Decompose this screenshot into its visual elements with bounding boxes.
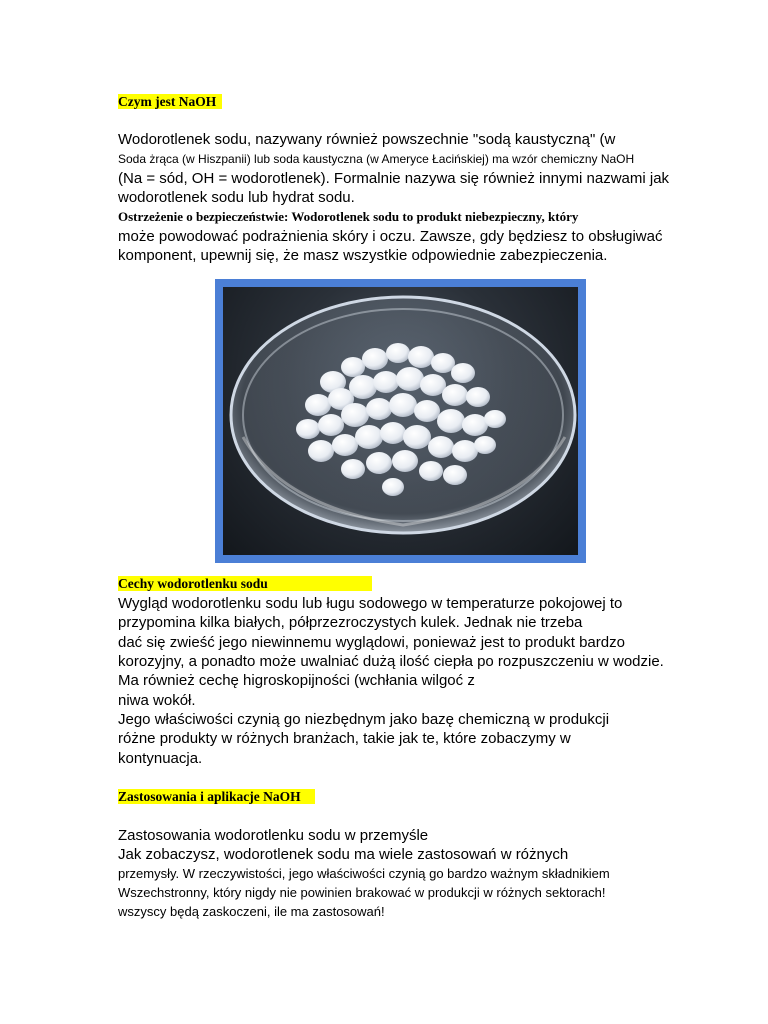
paragraph-line: przypomina kilka białych, półprzezroczystych kulek. Jednak nie trzeba <box>118 614 583 631</box>
paragraph-line: korozyjny, a ponadto może uwalniać dużą ilość ciepła po rozpuszczeniu w wodzie. <box>118 653 664 670</box>
section-heading-naoh <box>118 94 222 110</box>
naoh-pellets-photo <box>215 279 586 563</box>
photo-content <box>223 287 578 555</box>
heading-highlight: Cechy wodorotlenku sodu <box>118 576 372 591</box>
paragraph-line: Zastosowania wodorotlenku sodu w przemyśle <box>118 827 429 844</box>
paragraph-line: dać się zwieść jego niewinnemu wyglądowi, ponieważ jest to produkt bardzo <box>118 634 625 651</box>
paragraph-line: Wszechstronny, który nigdy nie powinien brakować w produkcji w różnych sektorach! <box>118 885 606 900</box>
paragraph-line: Jego właściwości czynią go niezbędnym jako bazę chemiczną w produkcji <box>118 711 610 728</box>
heading-highlight: Zastosowania i aplikacje NaOH <box>118 789 315 804</box>
section-heading-features <box>118 576 372 592</box>
paragraph-line: Soda żrąca (w Hiszpanii) lub soda kaustyczna (w Ameryce Łacińskiej) ma wzór chemiczny NaOH <box>118 152 635 166</box>
section-heading-applications <box>118 789 315 805</box>
paragraph-line: komponent, upewnij się, że masz wszystkie odpowiednie zabezpieczenia. <box>118 247 608 264</box>
paragraph-line: różne produkty w różnych branżach, takie jak te, które zobaczymy w <box>118 730 571 747</box>
paragraph-line: wszyscy będą zaskoczeni, ile ma zastosowań! <box>118 904 385 919</box>
paragraph-line: wodorotlenek sodu lub hydrat sodu. <box>118 189 355 206</box>
paragraph-line: niwa wokół. <box>118 692 196 709</box>
paragraph-line: przemysły. W rzeczywistości, jego właściwości czynią go bardzo ważnym składnikiem <box>118 866 610 881</box>
paragraph-line: Wodorotlenek sodu, nazywany również powszechnie "sodą kaustyczną" (w <box>118 131 616 148</box>
paragraph-line: Jak zobaczysz, wodorotlenek sodu ma wiele zastosowań w różnych <box>118 846 569 863</box>
paragraph-line: kontynuacja. <box>118 750 203 767</box>
paragraph-line: może powodować podrażnienia skóry i oczu. Zawsze, gdy będziesz to obsługiwać <box>118 228 663 245</box>
safety-warning: Ostrzeżenie o bezpieczeństwie: Wodorotlenek sodu to produkt niebezpieczny, który <box>118 209 579 224</box>
pellets-illustration <box>223 287 578 555</box>
heading-highlight: Czym jest NaOH <box>118 94 222 109</box>
paragraph-line: Ma również cechę higroskopijności (wchłania wilgoć z <box>118 672 475 689</box>
paragraph-line: Wygląd wodorotlenku sodu lub ługu sodowego w temperaturze pokojowej to <box>118 595 623 612</box>
paragraph-line: (Na = sód, OH = wodorotlenek). Formalnie nazywa się również innymi nazwami jak <box>118 170 670 187</box>
